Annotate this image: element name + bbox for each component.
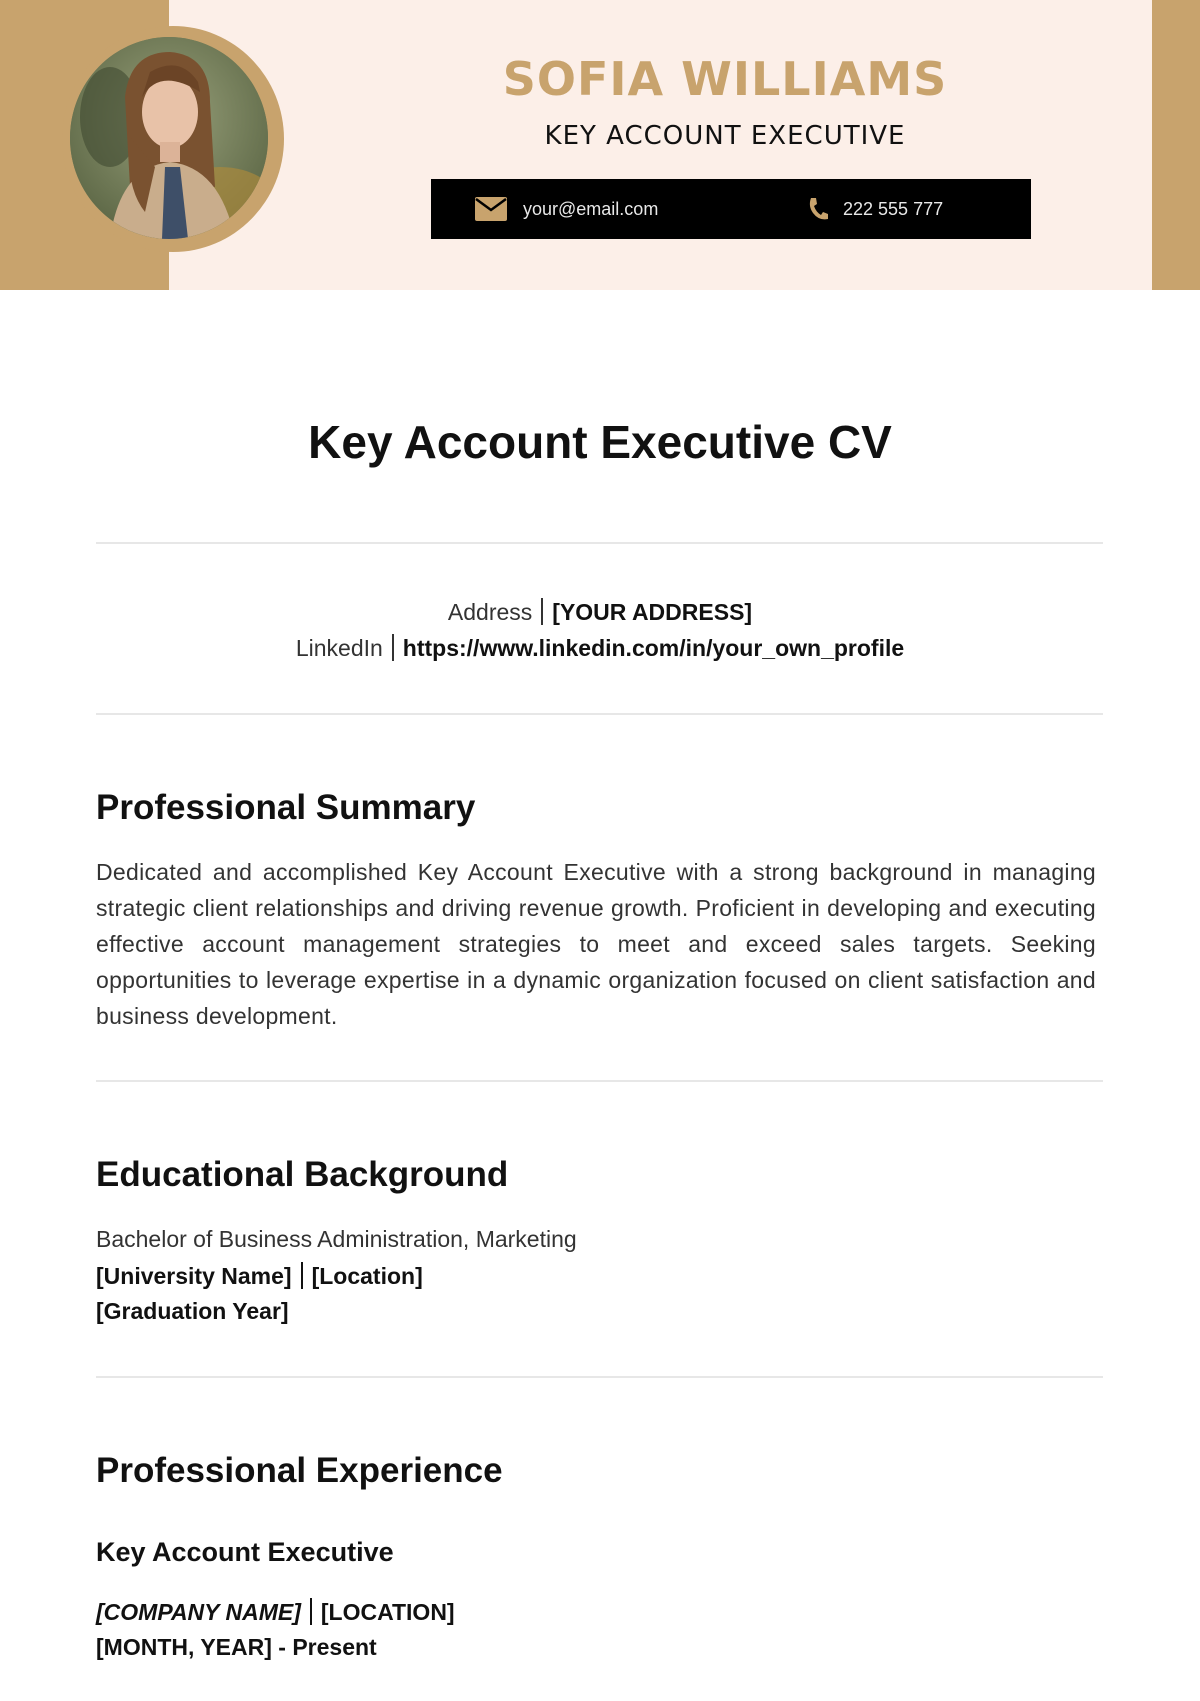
address-value: [YOUR ADDRESS] bbox=[552, 599, 753, 625]
university-name: [University Name] bbox=[96, 1263, 292, 1289]
linkedin-link[interactable]: https://www.linkedin.com/in/your_own_profile bbox=[402, 635, 905, 661]
divider bbox=[96, 713, 1103, 715]
envelope-icon bbox=[475, 197, 507, 221]
company-line bbox=[96, 1598, 455, 1626]
separator bbox=[310, 1598, 312, 1625]
email-contact bbox=[475, 179, 658, 239]
phone-contact bbox=[807, 179, 943, 239]
linkedin-label: LinkedIn bbox=[295, 635, 383, 661]
divider bbox=[96, 1080, 1103, 1082]
cv-header bbox=[0, 0, 1200, 290]
address-label: Address bbox=[447, 599, 533, 625]
divider bbox=[96, 1376, 1103, 1378]
avatar bbox=[70, 37, 268, 239]
degree-text: Bachelor of Business Administration, Marketing bbox=[96, 1226, 577, 1252]
document-title: Key Account Executive CV bbox=[308, 416, 892, 468]
contact-bar bbox=[431, 179, 1031, 239]
job-dates: [MONTH, YEAR] - Present bbox=[96, 1634, 377, 1660]
candidate-name: SOFIA WILLIAMS bbox=[502, 52, 948, 106]
linkedin-line bbox=[0, 634, 1200, 662]
separator bbox=[301, 1262, 303, 1289]
candidate-role: KEY ACCOUNT EXECUTIVE bbox=[544, 121, 906, 151]
graduation-year: [Graduation Year] bbox=[96, 1298, 289, 1324]
phone-icon bbox=[807, 197, 829, 221]
separator bbox=[392, 634, 394, 661]
address-line bbox=[0, 598, 1200, 626]
summary-text: Dedicated and accomplished Key Account Executive with a strong background in managing strategic client relationships and driving revenue growth. Proficient in developing and executing effective account management strategies to meet and exceed sales targets. Seeking opportunities to leverage expertise in a dynamic organization focused on client satisfaction and business development. bbox=[96, 859, 1096, 1029]
header-accent-band-right bbox=[1152, 0, 1200, 290]
separator bbox=[541, 598, 543, 625]
company-location: [LOCATION] bbox=[320, 1599, 455, 1625]
university-location: [Location] bbox=[311, 1263, 423, 1289]
company-name: [COMPANY NAME] bbox=[96, 1599, 301, 1625]
phone-text[interactable]: 222 555 777 bbox=[843, 198, 944, 219]
education-heading: Educational Background bbox=[96, 1155, 509, 1194]
email-text[interactable]: your@email.com bbox=[523, 198, 659, 219]
university-line bbox=[96, 1262, 423, 1290]
job-title: Key Account Executive bbox=[96, 1537, 394, 1567]
divider bbox=[96, 542, 1103, 544]
experience-heading: Professional Experience bbox=[96, 1451, 503, 1490]
summary-heading: Professional Summary bbox=[96, 788, 476, 827]
